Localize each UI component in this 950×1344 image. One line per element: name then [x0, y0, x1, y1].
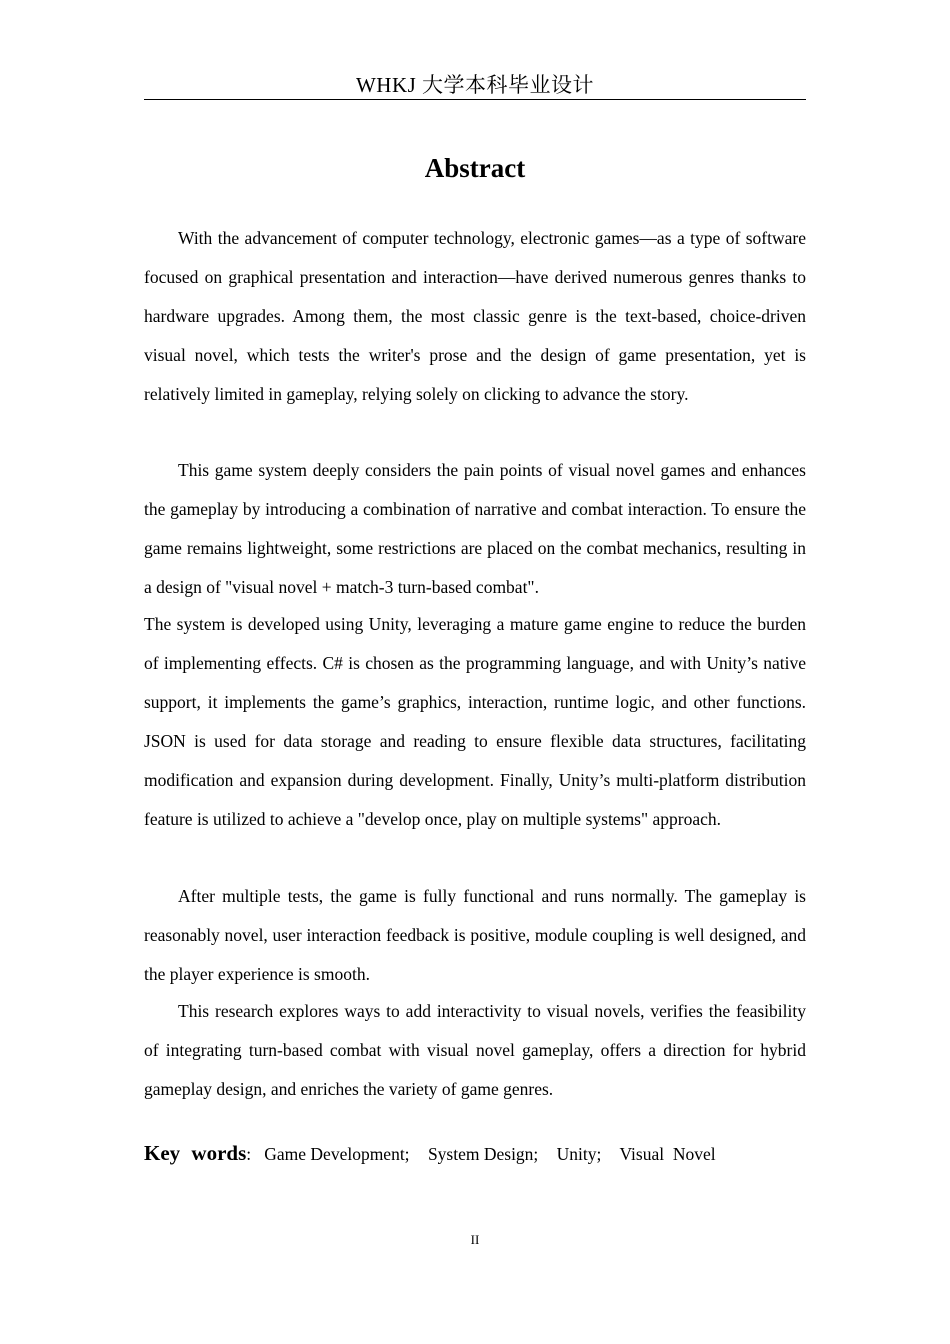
abstract-paragraph-3: The system is developed using Unity, leveraging a mature game engine to reduce the burden of implementing effects. C# is chosen as the programming language, and with Unity’s native support, it implements the game’s graphics, interaction, runtime logic, and other functions. JSON is used for data storage and reading to ensure flexible data structures, facilitating modification and expansion during development. Finally, Unity’s multi-platform distribution feature is utilized to achieve a "develop once, play on multiple systems" approach.	[144, 614, 806, 829]
keywords-colon: :	[246, 1144, 252, 1164]
keyword-item: Game Development;	[264, 1144, 410, 1164]
abstract-title: Abstract	[424, 153, 526, 183]
abstract-paragraph-4: After multiple tests, the game is fully functional and runs normally. The gameplay is reasonably novel, user interaction feedback is positive, module coupling is well designed, and the player experience is smooth.	[144, 886, 806, 984]
abstract-paragraph-5: This research explores ways to add interactivity to visual novels, verifies the feasibility of integrating turn-based combat with visual novel gameplay, offers a direction for hybrid gameplay design, and enriches the variety of game genres.	[144, 1001, 806, 1099]
keyword-item: Unity;	[556, 1144, 602, 1164]
page-number: II	[470, 1232, 480, 1247]
keyword-item: System Design;	[427, 1144, 539, 1164]
keyword-item: Visual Novel	[619, 1144, 716, 1164]
abstract-paragraph-2: This game system deeply considers the pain points of visual novel games and enhances the gameplay by introducing a combination of narrative and combat interaction. To ensure the game remains lightweight, some restrictions are placed on the combat mechanics, resulting in a design of "visual novel + match-3 turn-based combat".	[144, 460, 806, 597]
page-header: WHKJ 大学本科毕业设计	[355, 73, 595, 97]
keywords-label: Key words	[144, 1141, 247, 1165]
abstract-paragraph-1: With the advancement of computer technology, electronic games—as a type of software focused on graphical presentation and interaction—have derived numerous genres thanks to hardware upgrades. Among them, the most classic genre is the text-based, choice-driven visual novel, which tests the writer's prose and the design of game presentation, yet is relatively limited in gameplay, relying solely on clicking to advance the story.	[144, 228, 806, 404]
header-divider	[144, 99, 806, 100]
keywords-line	[144, 1135, 806, 1172]
